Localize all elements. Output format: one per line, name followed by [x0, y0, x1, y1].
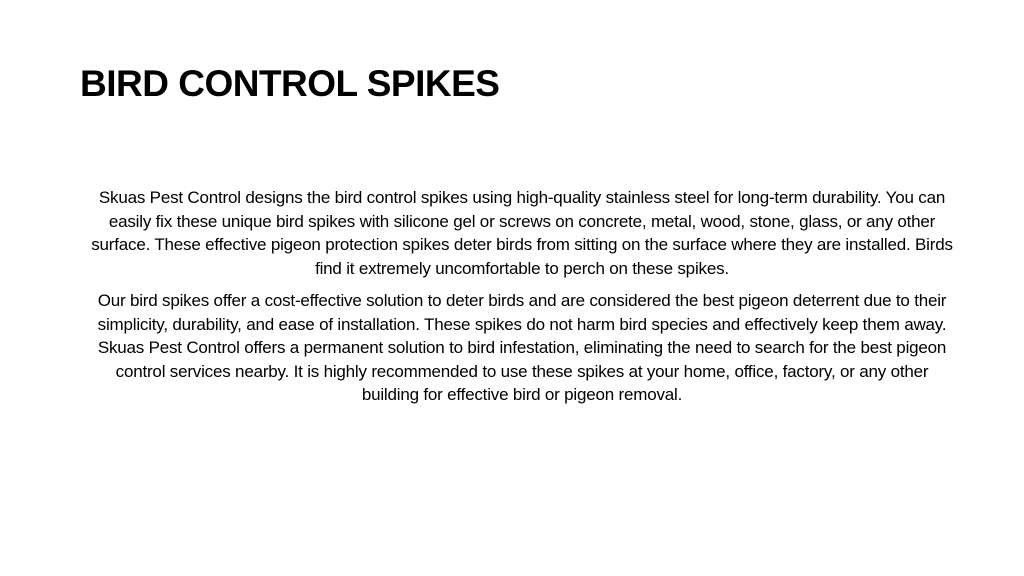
body-paragraph-2: Our bird spikes offer a cost-effective solution to deter birds and are considered the best pigeon deterrent due to their simplicity, durability, and ease of installation. These spikes do not harm bird species and effectively keep them away. Skuas Pest Control offers a permanent solution to bird infestation, eliminating the need to search for the best pigeon control services nearby. It is highly recommended to use these spikes at your home, office, factory, or any other building for effective bird or pigeon removal. [97, 291, 947, 404]
body-paragraph-1: Skuas Pest Control designs the bird control spikes using high-quality stainless steel for long-term durability. You can easily fix these unique bird spikes with silicone gel or screws on concrete, metal, wood, stone, glass, or any other surface. These effective pigeon protection spikes deter birds from sitting on the surface where they are installed. Birds find it extremely uncomfortable to perch on these spikes. [91, 188, 953, 278]
slide-body [90, 186, 954, 416]
slide-title: BIRD CONTROL SPIKES [80, 63, 500, 104]
